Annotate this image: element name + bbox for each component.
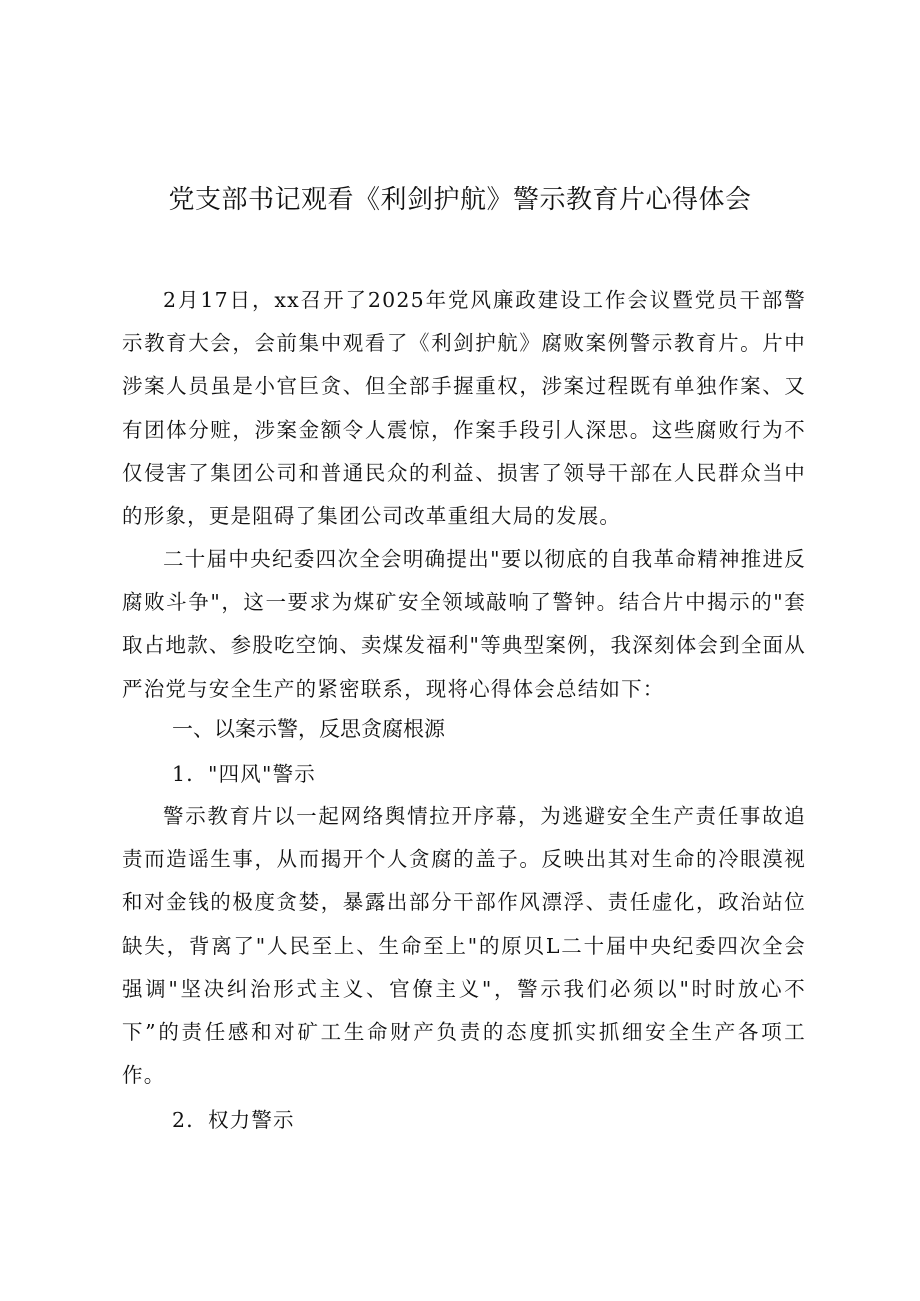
context-paragraph: 二十届中央纪委四次全会明确提出"要以彻底的自我革命精神推进反腐败斗争"，这一要求为煤矿安全领域敲响了警钟。结合片中揭示的"套取占地款、参股吃空饷、卖煤发福利"等典型案例，我深刻体会到全面从严治党与安全生产的紧密联系，现将心得体会总结如下： [122,547,806,701]
section-heading-1: 一、以案示警，反思贪腐根源 [172,717,445,741]
item-heading-1: 1．"四风"警示 [172,762,317,786]
item-paragraph-1: 警示教育片以一起网络舆情拉开序幕，为逃避安全生产责任事故追责而造谣生事，从而揭开个人贪腐的盖子。反映出其对生命的冷眼漠视和对金钱的极度贪婪，暴露出部分干部作风漂浮、责任虚化，政治站位缺失，背离了"人民至上、生命至上"的原贝L二十届中央纪委四次全会强调"坚决纠治形式主义、官僚主义"，警示我们必须以"时时放心不下”的责任感和对矿工生命财产负责的态度抓实抓细安全生产各项工作。 [122,804,806,1088]
document-title: 党支部书记观看《利剑护航》警示教育片心得体会 [168,185,752,215]
intro-paragraph: 2月17日，xx召开了2025年党风廉政建设工作会议暨党员干部警示教育大会，会前集中观看了《利剑护航》腐败案例警示教育片。片中涉案人员虽是小官巨贪、但全部手握重权，涉案过程既有单独作案、又有团体分赃，涉案金额令人震惊，作案手段引人深思。这些腐败行为不仅侵害了集团公司和普通民众的利益、损害了领导干部在人民群众当中的形象，更是阻碍了集团公司改革重组大局的发展。 [122,288,806,529]
item-heading-2: 2．权力警示 [172,1108,295,1132]
